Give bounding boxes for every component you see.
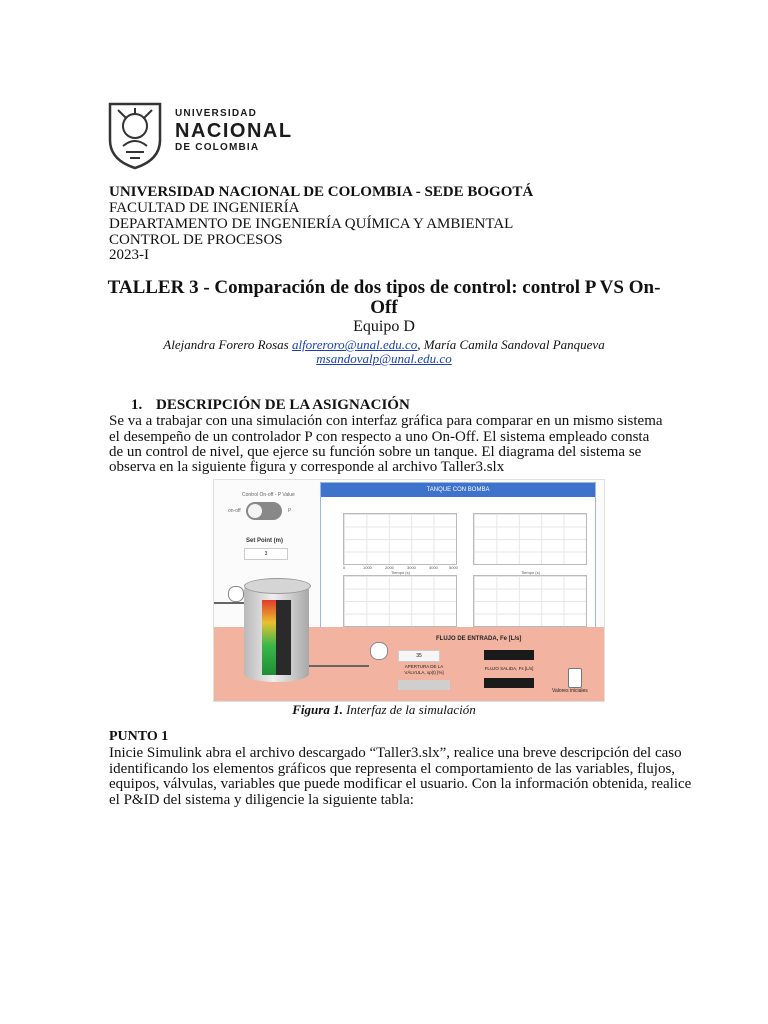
team-name: Equipo D: [353, 318, 415, 335]
header-department: DEPARTAMENTO DE INGENIERÍA QUÍMICA Y AMBIENTAL: [109, 216, 514, 232]
author-2-email-link[interactable]: msandovalp@unal.edu.co: [316, 351, 452, 366]
section-1-text: Se va a trabajar con una simulación con interfaz gráfica para comparar en un mismo sistema: [109, 413, 663, 429]
punto-1-text: Inicie Simulink abra el archivo descargado “Taller3.slx”, realice una breve descripción del caso: [109, 745, 682, 761]
reset-button[interactable]: [568, 668, 582, 688]
page-title: TALLER 3 - Comparación de dos tipos de control: control P VS On-: [107, 277, 661, 298]
author-2: María Camila Sandoval Panqueva: [423, 337, 605, 352]
graphs-panel-title: TANQUE CON BOMBA: [321, 483, 595, 497]
punto-1-text: identificando los elementos gráficos que representa el comportamiento de las variables, flujos,: [109, 761, 676, 777]
graphs-panel: [320, 482, 596, 629]
figure-caption: [0, 702, 768, 717]
flow-in-input[interactable]: 35: [398, 650, 440, 662]
logo-line-3: DE COLOMBIA: [175, 142, 260, 153]
author-separator: ,: [417, 337, 424, 352]
logo-line-1: UNIVERSIDAD: [175, 108, 258, 119]
authors-line: [0, 337, 768, 352]
section-1-number: 1.: [131, 397, 143, 413]
plot-level-onoff: [343, 513, 457, 565]
x-tick: 3000: [407, 565, 416, 570]
x-axis-label: Tiempo (s): [521, 570, 540, 575]
header-university: UNIVERSIDAD NACIONAL DE COLOMBIA - SEDE BOGOTÁ: [109, 184, 534, 200]
setpoint-input[interactable]: 3: [244, 548, 288, 560]
x-tick: 5000: [449, 565, 458, 570]
authors-line-2: [0, 351, 768, 366]
caption-label: Figura 1.: [292, 702, 343, 717]
section-1-text: observa en la siguiente figura y corresponde al archivo Taller3.slx: [109, 459, 505, 475]
header-faculty: FACULTAD DE INGENIERÍA: [109, 200, 300, 216]
flow-out-label: FLUJO SALIDA, Fs [L/s]: [484, 666, 534, 671]
logo-line-2: NACIONAL: [175, 120, 293, 142]
section-1-text: de un control de nivel, que ejerce su función sobre un tanque. El diagrama del sistema se: [109, 444, 642, 460]
plot-flow-onoff: [343, 575, 457, 627]
level-indicator: [262, 600, 276, 675]
flow-in-display: [484, 650, 534, 660]
page-title-continued: Off: [370, 297, 398, 318]
plot-flow-p: [473, 575, 587, 627]
valve-opening-label: APERTURA DE LA VÁLVULA, xp(t) [%]: [404, 664, 444, 675]
tank-top: [244, 578, 311, 594]
section-1-text: el desempeño de un controlador P con respecto a uno On-Off. El sistema empleado consta: [109, 429, 650, 445]
punto-1-text: equipos, válvulas, variables que puede modificar el usuario. Con la información obtenida, realice: [109, 776, 692, 792]
section-1-title: DESCRIPCIÓN DE LA ASIGNACIÓN: [156, 397, 410, 413]
reset-label: Valores iniciales: [552, 688, 588, 694]
punto-1-heading: PUNTO 1: [109, 729, 169, 744]
author-1-email-link[interactable]: alforeroro@unal.edu.co: [291, 337, 418, 352]
valve-opening-display: [398, 680, 450, 690]
control-mode-label: Control On-off - P Value: [242, 492, 295, 498]
x-tick: 4000: [429, 565, 438, 570]
header-course: CONTROL DE PROCESOS: [109, 232, 283, 248]
switch-right-label: P: [288, 508, 292, 514]
header-term: 2023-I: [109, 247, 149, 263]
simulation-interface-figure: [213, 479, 605, 702]
outlet-pipe: [309, 665, 369, 667]
university-logo-text: [175, 108, 293, 154]
switch-left-label: on-off: [228, 508, 241, 514]
inlet-valve-icon: [228, 586, 244, 602]
plot-level-p: [473, 513, 587, 565]
university-seal-icon: [106, 100, 164, 170]
punto-1-text: el P&ID del sistema y diligencie la siguiente tabla:: [109, 792, 414, 808]
inlet-pipe: [214, 602, 246, 604]
pump-icon: [370, 642, 388, 660]
x-tick: 1000: [363, 565, 372, 570]
x-tick: 0: [343, 565, 346, 570]
flow-out-display: [484, 678, 534, 688]
setpoint-label: Set Point (m): [246, 538, 283, 544]
x-tick: 2000: [385, 565, 394, 570]
toggle-knob: [248, 504, 262, 518]
flow-in-label: FLUJO DE ENTRADA, Fe [L/s]: [436, 636, 522, 642]
caption-text: Interfaz de la simulación: [342, 702, 476, 717]
x-axis-label: Tiempo (s): [391, 570, 410, 575]
author-1: Alejandra Forero Rosas: [163, 337, 289, 352]
